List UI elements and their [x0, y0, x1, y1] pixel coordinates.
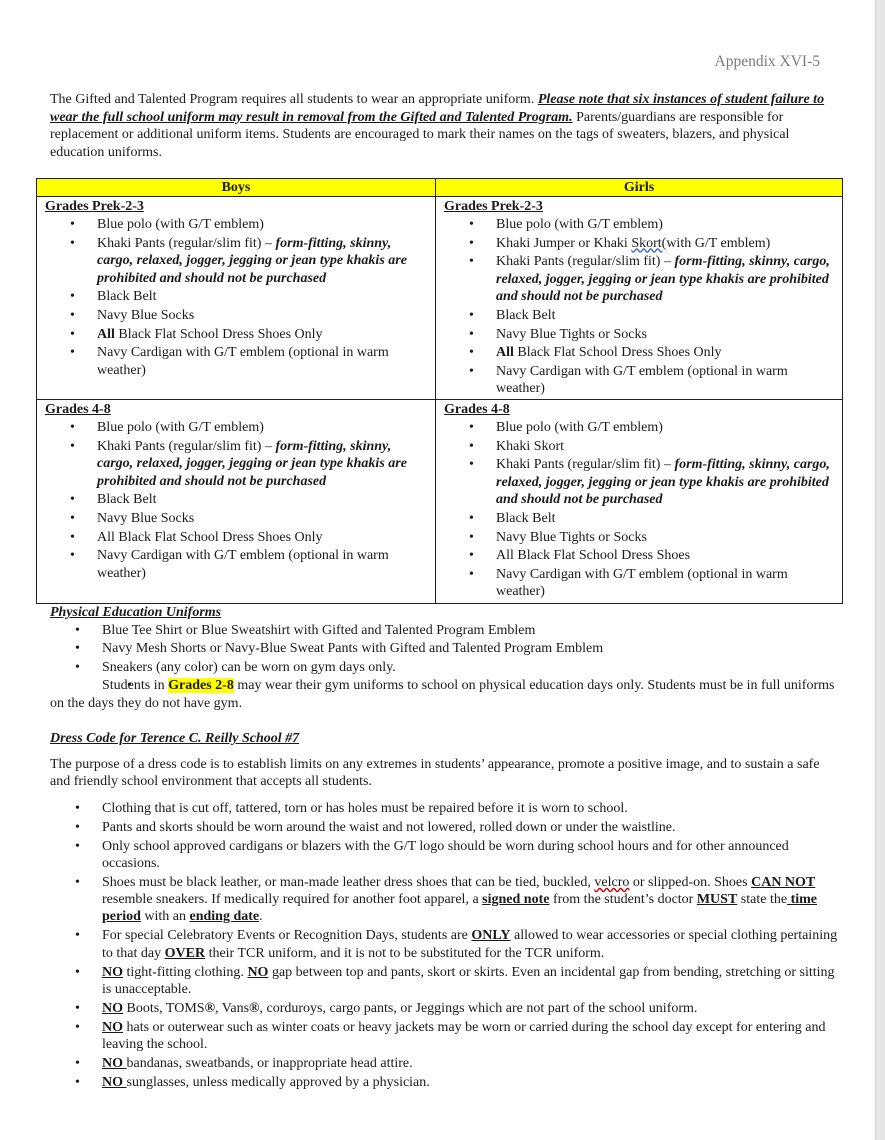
list-item: • Khaki Pants (regular/slim fit) – form-fitting, skinny, cargo, relaxed, jogger, jegging or jean type khakis are prohibited and should not be purchased	[444, 456, 834, 509]
intro-text-2: Parents/guardians are responsible for replacement or additional uniform items. Students are encouraged to mark their names on the tags of sweaters, blazers, and physical education uniforms.	[50, 109, 790, 160]
appendix-label: Appendix XVI-5	[714, 53, 820, 70]
grade-heading: Grades 4-8	[45, 401, 111, 417]
list-item: • Khaki Pants (regular/slim fit) – form-fitting, skinny, cargo, relaxed, jogger, jegging or jean type khakis are prohibited and should not be purchased	[444, 253, 834, 306]
list-item: • Navy Cardigan with G/T emblem (optional in warm weather)	[444, 363, 834, 398]
boys-header: Boys	[37, 179, 436, 197]
list-item: • Black Belt	[45, 288, 427, 306]
list-item: • Khaki Skort	[444, 438, 834, 456]
list-item: • Blue polo (with G/T emblem)	[444, 216, 834, 234]
list-item: • Blue polo (with G/T emblem)	[45, 216, 427, 234]
boys-48-cell	[37, 399, 436, 603]
list-item: • Pants and skorts should be worn around the waist and not lowered, rolled down or under the waistline.	[50, 819, 840, 836]
list-item: • Navy Cardigan with G/T emblem (optional in warm weather)	[45, 344, 427, 379]
list-item: • NO Boots, TOMS®, Vans®, corduroys, cargo pants, or Jeggings which are not part of the school uniform.	[50, 1000, 840, 1017]
list-item: • For special Celebratory Events or Recognition Days, students are ONLY allowed to wear accessories or special clothing pertaining to that day OVER their TCR uniform, and it is not to be substituted for the TCR uniform.	[50, 927, 840, 961]
list-item: • NO hats or outerwear such as winter coats or heavy jackets may be worn or carried during the school day except for entering and leaving the school.	[50, 1019, 840, 1053]
list-item: • Blue polo (with G/T emblem)	[45, 419, 427, 437]
list-item: • All Black Flat School Dress Shoes Only	[45, 529, 427, 547]
list-item: • Black Belt	[444, 510, 834, 528]
grades-highlight: Grades 2-8	[168, 678, 234, 694]
dress-code-title: Dress Code for Terence C. Reilly School #7	[50, 731, 300, 746]
girls-prek-cell	[436, 197, 843, 400]
list-item: • Navy Blue Tights or Socks	[444, 529, 834, 547]
list-item: • Navy Blue Socks	[45, 307, 427, 325]
list-item: • NO tight-fitting clothing. NO gap between top and pants, skort or skirts. Even an incidental gap from bending, stretching or sitting is unacceptable.	[50, 964, 840, 998]
intro-emphasis: Please note that six instances of student failure to wear the full school uniform may result in removal from the Gifted and Talented Program.	[50, 92, 825, 125]
list-item: • All Black Flat School Dress Shoes	[444, 547, 834, 565]
list-item: • Clothing that is cut off, tattered, torn or has holes must be repaired before it is worn to school.	[50, 800, 840, 817]
grade-heading: Grades Prek-2-3	[444, 199, 543, 214]
list-item: • Blue Tee Shirt or Blue Sweatshirt with Gifted and Talented Program Emblem	[50, 622, 840, 640]
list-item: • Navy Cardigan with G/T emblem (optional in warm weather)	[45, 547, 427, 582]
list-item: • Navy Blue Socks	[45, 510, 427, 528]
dress-code-section	[50, 730, 840, 1093]
list-item: • All Black Flat School Dress Shoes Only	[45, 326, 427, 344]
list-item: • NO bandanas, sweatbands, or inappropriate head attire.	[50, 1055, 840, 1072]
uniform-table	[36, 178, 843, 604]
list-item: • NO sunglasses, unless medically approved by a physician.	[50, 1074, 840, 1091]
list-item: • Khaki Jumper or Khaki Skort(with G/T emblem)	[444, 235, 834, 253]
list-item: • Shoes must be black leather, or man-made leather dress shoes that can be tied, buckled, velcro or slipped-on. Shoes CAN NOT resemble sneakers. If medically required for another foot apparel, a signed note from the student’s doctor MUST state the time period with an ending date.	[50, 874, 840, 926]
girls-header: Girls	[436, 179, 843, 197]
pe-title: Physical Education Uniforms	[50, 605, 222, 620]
list-item: • Students in Grades 2-8 may wear their gym uniforms to school on physical education days only. Students must be in full uniforms on the days they do not have gym.	[50, 677, 840, 712]
dress-code-intro: The purpose of a dress code is to establish limits on any extremes in students’ appearance, promote a positive image, and to sustain a safe and friendly school environment that accepts all students.	[50, 756, 820, 790]
intro-text: The Gifted and Talented Program requires all students to wear an appropriate uniform.	[50, 92, 538, 107]
grade-heading: Grades 4-8	[444, 401, 510, 417]
pe-section	[50, 604, 840, 714]
list-item: • Navy Blue Tights or Socks	[444, 326, 834, 344]
girls-48-cell	[436, 399, 843, 603]
list-item: • All Black Flat School Dress Shoes Only	[444, 344, 834, 362]
grade-heading: Grades Prek-2-3	[45, 199, 144, 214]
list-item: • Navy Cardigan with G/T emblem (optional in warm weather)	[444, 566, 834, 601]
boys-prek-cell	[37, 197, 436, 400]
list-item: • Only school approved cardigans or blazers with the G/T logo should be worn during school hours and for other announced occasions.	[50, 838, 840, 872]
list-item: • Black Belt	[45, 491, 427, 509]
list-item: • Sneakers (any color) can be worn on gym days only.	[50, 659, 840, 677]
list-item: • Black Belt	[444, 307, 834, 325]
list-item: • Navy Mesh Shorts or Navy-Blue Sweat Pants with Gifted and Talented Program Emblem	[50, 640, 840, 658]
list-item: • Blue polo (with G/T emblem)	[444, 419, 834, 437]
list-item: • Khaki Pants (regular/slim fit) – form-fitting, skinny, cargo, relaxed, jogger, jegging or jean type khakis are prohibited and should not be purchased	[45, 438, 427, 491]
scrollbar[interactable]	[875, 0, 885, 1140]
intro-paragraph	[50, 91, 830, 161]
list-item: • Khaki Pants (regular/slim fit) – form-fitting, skinny, cargo, relaxed, jogger, jegging or jean type khakis are prohibited and should not be purchased	[45, 235, 427, 288]
